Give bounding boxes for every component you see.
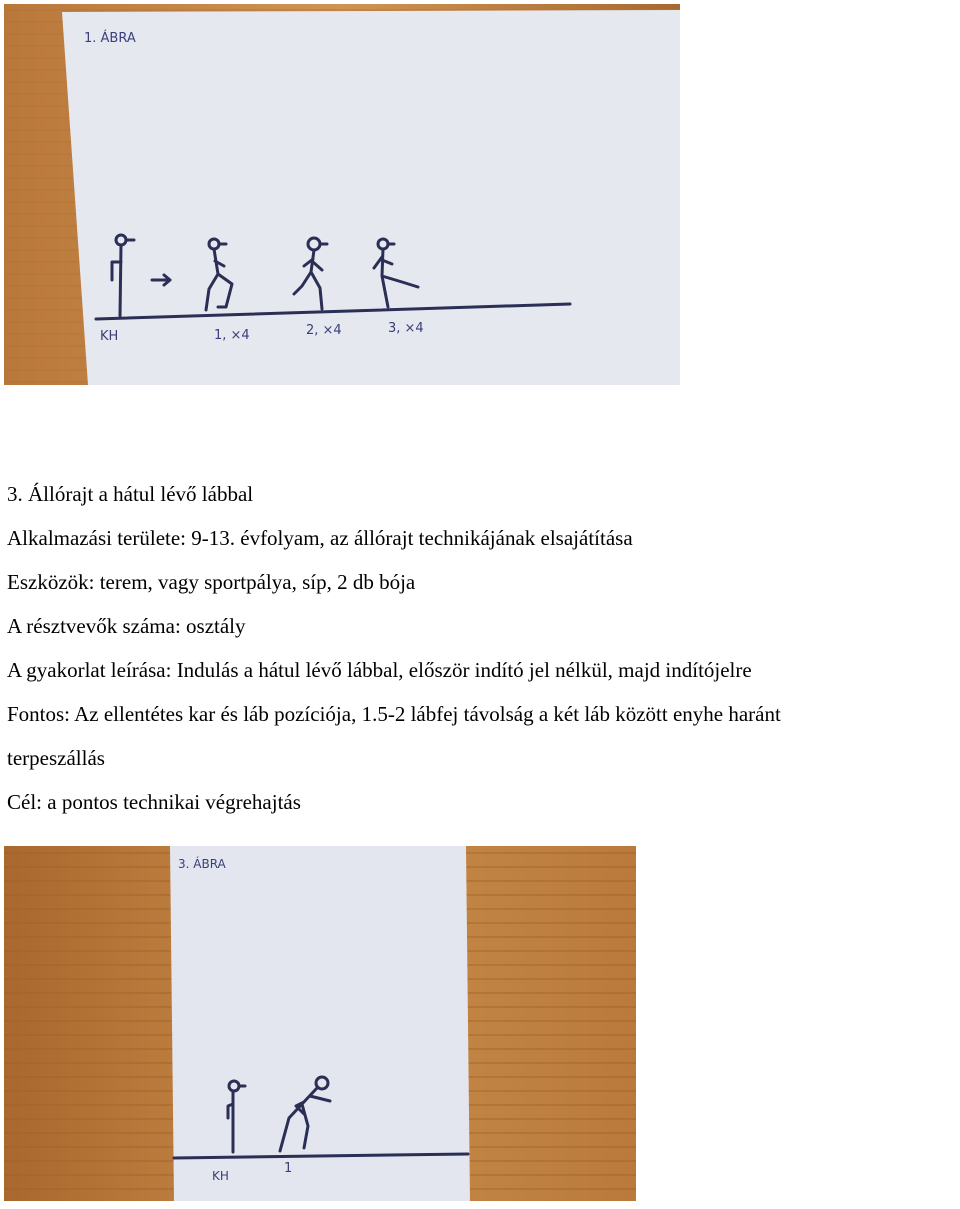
paper-sheet [62,10,680,385]
photo-figure-1 [4,4,680,385]
caption-step-3: 3, ×4 [388,321,424,336]
figure-1-drawing [4,4,680,385]
important-note: Fontos: Az ellentétes kar és láb pozíciója, 1.5-2 lábfej távolság a két láb között enyhe haránt [7,702,781,726]
figure-label: 3. ÁBRA [178,857,226,871]
goal: Cél: a pontos technikai végrehajtás [7,790,301,814]
paper-sheet [170,846,470,1201]
important-note-continued: terpeszállás [7,746,105,770]
figure-label: 1. ÁBRA [84,31,136,46]
caption-step-1: 1, ×4 [214,328,250,343]
caption-kh: KH [212,1169,229,1183]
equipment: Eszközök: terem, vagy sportpálya, síp, 2 db bója [7,570,416,594]
exercise-title: 3. Állórajt a hátul lévő lábbal [7,482,254,506]
exercise-description-text: A gyakorlat leírása: Indulás a hátul lévő lábbal, először indító jel nélkül, majd indítójelre [7,658,752,682]
caption-step-2: 2, ×4 [306,323,342,338]
caption-kh: KH [100,329,119,344]
participants: A résztvevők száma: osztály [7,614,246,638]
application-area: Alkalmazási területe: 9-13. évfolyam, az állórajt technikájának elsajátítása [7,526,633,550]
figure-3-drawing [4,846,636,1201]
exercise-description [7,484,957,836]
caption-step-1: 1 [284,1161,293,1176]
photo-figure-3 [4,846,636,1201]
